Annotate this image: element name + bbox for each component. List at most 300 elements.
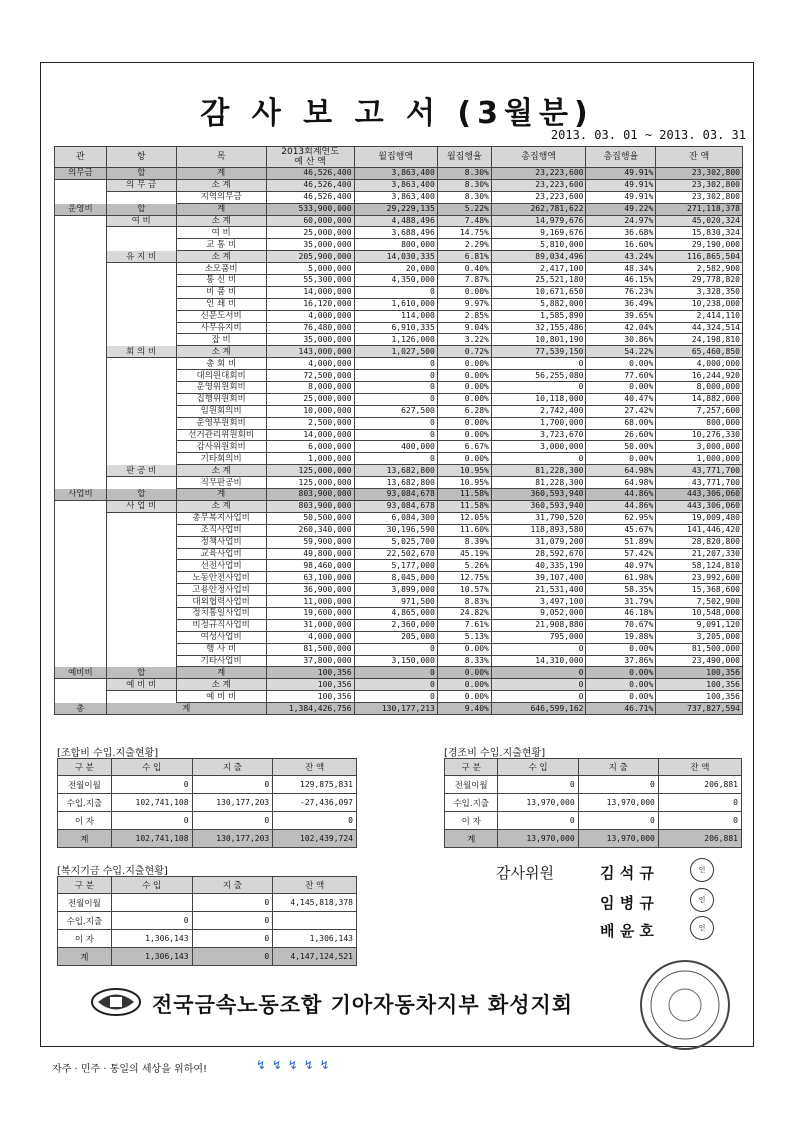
table-row [55, 584, 743, 596]
cell-monthly-exec: 6,910,335 [354, 322, 437, 334]
summary-value: 1,306,143 [111, 948, 192, 966]
cell-hang [106, 655, 176, 667]
cell-balance: 24,198,810 [656, 334, 743, 346]
cell-hang: 합 [106, 489, 176, 501]
cell-total-rate: 54.22% [586, 346, 656, 358]
summary-header-row [58, 877, 357, 894]
cell-total-rate: 16.60% [586, 239, 656, 251]
union-logo-icon [90, 987, 142, 1017]
cell-mok: 소 계 [176, 500, 266, 512]
summary-row-label: 전월이월 [445, 776, 498, 794]
cell-budget: 60,000,000 [266, 215, 354, 227]
cell-gwan [55, 643, 107, 655]
cell-budget: 205,900,000 [266, 251, 354, 263]
cell-monthly-rate: 2.85% [437, 310, 491, 322]
cell-monthly-exec: 93,084,678 [354, 489, 437, 501]
table-row [55, 607, 743, 619]
table-row [55, 191, 743, 203]
cell-monthly-rate: 0.00% [437, 453, 491, 465]
cell-hang [106, 596, 176, 608]
summary-value: 0 [192, 812, 273, 830]
cell-hang [106, 334, 176, 346]
summary-col-header: 잔 액 [658, 759, 741, 776]
cell-budget: 533,900,000 [266, 203, 354, 215]
cell-mok: 감사위원회비 [176, 441, 266, 453]
table-row [55, 441, 743, 453]
cell-gwan [55, 263, 107, 275]
cell-mok: 여성사업비 [176, 631, 266, 643]
cell-monthly-rate: 11.60% [437, 524, 491, 536]
table-row [55, 322, 743, 334]
cell-balance: 29,190,000 [656, 239, 743, 251]
cell-mok: 계 [176, 203, 266, 215]
cell-balance: 43,771,700 [656, 477, 743, 489]
cell-mok: 교 통 비 [176, 239, 266, 251]
cell-budget: 260,340,000 [266, 524, 354, 536]
table-row [55, 619, 743, 631]
cell-hang [106, 286, 176, 298]
cell-mok: 정치통일사업비 [176, 607, 266, 619]
cell-total-exec: 10,671,650 [491, 286, 586, 298]
cell-total-exec: 21,531,400 [491, 584, 586, 596]
cell-hang [106, 322, 176, 334]
cell-monthly-exec: 22,502,670 [354, 548, 437, 560]
table-row [55, 477, 743, 489]
cell-monthly-exec: 0 [354, 429, 437, 441]
cell-mok: 계 [176, 489, 266, 501]
welfare-fund-label: [복지기금 수입.지출현황] [57, 866, 168, 877]
cell-balance: 23,302,800 [656, 168, 743, 180]
cell-monthly-rate: 0.72% [437, 346, 491, 358]
grand-total-monthly-rate: 9.40% [437, 703, 491, 715]
cell-monthly-exec: 20,000 [354, 263, 437, 275]
cell-monthly-rate: 12.05% [437, 512, 491, 524]
cell-monthly-rate: 0.00% [437, 393, 491, 405]
cell-gwan [55, 655, 107, 667]
cell-balance: 10,548,000 [656, 607, 743, 619]
cell-total-exec: 2,417,100 [491, 263, 586, 275]
cell-total-rate: 31.79% [586, 596, 656, 608]
condolence-fund-label: [경조비 수입.지출현황] [444, 748, 546, 759]
cell-monthly-rate: 7.87% [437, 275, 491, 287]
cell-hang [106, 643, 176, 655]
cell-monthly-exec: 0 [354, 667, 437, 679]
cell-budget: 50,500,000 [266, 512, 354, 524]
cell-total-rate: 40.47% [586, 393, 656, 405]
table-row [55, 417, 743, 429]
cell-mok: 조직사업비 [176, 524, 266, 536]
cell-total-rate: 39.65% [586, 310, 656, 322]
cell-monthly-rate: 12.75% [437, 572, 491, 584]
cell-mok: 사무유지비 [176, 322, 266, 334]
cell-gwan [55, 465, 107, 477]
cell-balance: 15,368,600 [656, 584, 743, 596]
cell-monthly-rate: 8.30% [437, 191, 491, 203]
cell-budget: 49,800,000 [266, 548, 354, 560]
cell-monthly-exec: 0 [354, 417, 437, 429]
summary-value: 0 [498, 776, 578, 794]
summary-value: 1,306,143 [273, 930, 357, 948]
cell-budget: 36,900,000 [266, 584, 354, 596]
col-header-monthly-rate: 월집행율 [437, 147, 491, 168]
cell-mok: 고용안정사업비 [176, 584, 266, 596]
cell-total-rate: 51.89% [586, 536, 656, 548]
cell-monthly-rate: 0.00% [437, 691, 491, 703]
cell-mok: 총무복지사업비 [176, 512, 266, 524]
cell-total-exec: 39,107,400 [491, 572, 586, 584]
summary-value: -27,436,097 [273, 794, 357, 812]
cell-monthly-exec: 0 [354, 679, 437, 691]
cell-hang: 회 의 비 [106, 346, 176, 358]
cell-total-rate: 40.97% [586, 560, 656, 572]
cell-budget: 1,000,000 [266, 453, 354, 465]
cell-budget: 4,000,000 [266, 358, 354, 370]
cell-gwan [55, 560, 107, 572]
cell-balance: 28,820,800 [656, 536, 743, 548]
cell-total-exec: 81,228,300 [491, 465, 586, 477]
cell-total-exec: 5,882,000 [491, 298, 586, 310]
summary-col-header: 수 입 [498, 759, 578, 776]
summary-row-label: 이 자 [445, 812, 498, 830]
category-total-row [55, 168, 743, 180]
cell-hang: 합 [106, 667, 176, 679]
cell-hang [106, 370, 176, 382]
cell-total-exec: 9,169,676 [491, 227, 586, 239]
table-row [55, 536, 743, 548]
cell-balance: 23,992,600 [656, 572, 743, 584]
cell-monthly-rate: 0.00% [437, 679, 491, 691]
summary-value: 0 [658, 812, 741, 830]
cell-total-rate: 46.15% [586, 275, 656, 287]
cell-total-rate: 64.98% [586, 465, 656, 477]
summary-col-header: 잔 액 [273, 877, 357, 894]
summary-value: 102,741,108 [111, 794, 192, 812]
cell-hang [106, 263, 176, 275]
cell-monthly-exec: 1,027,500 [354, 346, 437, 358]
cell-gwan [55, 239, 107, 251]
cell-total-rate: 26.60% [586, 429, 656, 441]
cell-monthly-exec: 0 [354, 393, 437, 405]
cell-mok: 잡 비 [176, 334, 266, 346]
cell-total-rate: 30.86% [586, 334, 656, 346]
cell-budget: 59,900,000 [266, 536, 354, 548]
cell-total-rate: 62.95% [586, 512, 656, 524]
cell-total-rate: 61.98% [586, 572, 656, 584]
summary-col-header: 수 입 [111, 877, 192, 894]
col-header-mok: 목 [176, 147, 266, 168]
cell-gwan [55, 251, 107, 263]
cell-hang [106, 584, 176, 596]
summary-value [273, 912, 357, 930]
cell-balance: 100,356 [656, 679, 743, 691]
cell-monthly-exec: 0 [354, 691, 437, 703]
cell-budget: 5,000,000 [266, 263, 354, 275]
cell-balance: 2,414,110 [656, 310, 743, 322]
col-header-total-exec: 총집행액 [491, 147, 586, 168]
cell-balance: 9,091,120 [656, 619, 743, 631]
cell-monthly-rate: 8.33% [437, 655, 491, 667]
summary-row [58, 812, 357, 830]
cell-budget: 16,120,000 [266, 298, 354, 310]
cell-gwan [55, 441, 107, 453]
cell-monthly-exec: 205,000 [354, 631, 437, 643]
cell-gwan [55, 417, 107, 429]
cell-monthly-exec: 4,350,000 [354, 275, 437, 287]
cell-gwan [55, 179, 107, 191]
cell-budget: 6,000,000 [266, 441, 354, 453]
cell-gwan [55, 310, 107, 322]
cell-monthly-exec: 3,863,400 [354, 168, 437, 180]
cell-total-exec: 1,700,000 [491, 417, 586, 429]
cell-hang [106, 631, 176, 643]
summary-row [58, 894, 357, 912]
cell-monthly-exec: 4,865,000 [354, 607, 437, 619]
summary-total-row [58, 830, 357, 848]
summary-row-label: 계 [58, 830, 112, 848]
cell-total-rate: 43.24% [586, 251, 656, 263]
cell-gwan: 운영비 [55, 203, 107, 215]
cell-total-exec: 32,155,486 [491, 322, 586, 334]
cell-monthly-exec: 0 [354, 643, 437, 655]
table-row [55, 286, 743, 298]
table-row [55, 429, 743, 441]
footer-slogan: 자주 · 민주 · 통일의 세상을 위하여! [52, 1064, 208, 1075]
cell-balance: 1,000,000 [656, 453, 743, 465]
subtotal-row [55, 215, 743, 227]
cell-budget: 803,900,000 [266, 489, 354, 501]
cell-hang [106, 560, 176, 572]
cell-hang [106, 441, 176, 453]
summary-header-row [58, 759, 357, 776]
cell-balance: 443,306,060 [656, 500, 743, 512]
summary-value: 13,970,000 [498, 830, 578, 848]
summary-value: 13,970,000 [578, 830, 658, 848]
cell-monthly-rate: 0.00% [437, 429, 491, 441]
cell-balance: 16,244,920 [656, 370, 743, 382]
cell-total-exec: 5,810,000 [491, 239, 586, 251]
grand-total-label: 총 [55, 703, 107, 715]
cell-budget: 14,000,000 [266, 286, 354, 298]
cell-monthly-rate: 6.81% [437, 251, 491, 263]
cell-mok: 집행위원회비 [176, 393, 266, 405]
cell-monthly-rate: 5.13% [437, 631, 491, 643]
cell-monthly-rate: 3.22% [437, 334, 491, 346]
summary-value: 130,177,203 [192, 794, 273, 812]
cell-gwan [55, 477, 107, 489]
cell-budget: 803,900,000 [266, 500, 354, 512]
summary-col-header: 구 분 [58, 877, 112, 894]
cell-mok: 소 계 [176, 346, 266, 358]
cell-total-rate: 0.00% [586, 643, 656, 655]
cell-monthly-exec: 14,030,335 [354, 251, 437, 263]
table-row [55, 512, 743, 524]
cell-total-exec: 14,979,676 [491, 215, 586, 227]
table-row [55, 453, 743, 465]
grand-total-balance: 737,827,594 [656, 703, 743, 715]
cell-budget: 46,526,400 [266, 191, 354, 203]
cell-gwan [55, 453, 107, 465]
cell-mok: 비정규직사업비 [176, 619, 266, 631]
cell-total-rate: 24.97% [586, 215, 656, 227]
cell-gwan [55, 524, 107, 536]
cell-total-exec: 40,335,190 [491, 560, 586, 572]
cell-monthly-rate: 10.95% [437, 465, 491, 477]
cell-total-exec: 23,223,600 [491, 168, 586, 180]
cell-monthly-exec: 627,500 [354, 405, 437, 417]
cell-hang: 판 공 비 [106, 465, 176, 477]
cell-budget: 4,000,000 [266, 631, 354, 643]
summary-value: 130,177,203 [192, 830, 273, 848]
cell-balance: 10,238,000 [656, 298, 743, 310]
summary-col-header: 잔 액 [273, 759, 357, 776]
cell-balance: 45,020,324 [656, 215, 743, 227]
summary-value: 1,306,143 [111, 930, 192, 948]
seal-icon [642, 962, 728, 1048]
table-header-row [55, 147, 743, 168]
cell-total-exec: 1,585,890 [491, 310, 586, 322]
table-row [55, 572, 743, 584]
col-header-budget: 2013회계연도 예 산 액 [266, 147, 354, 168]
summary-value: 0 [273, 812, 357, 830]
cell-hang: 의 무 금 [106, 179, 176, 191]
cell-gwan [55, 227, 107, 239]
cell-balance: 271,118,378 [656, 203, 743, 215]
cell-budget: 72,500,000 [266, 370, 354, 382]
cell-gwan [55, 215, 107, 227]
cell-gwan [55, 298, 107, 310]
cell-budget: 25,000,000 [266, 227, 354, 239]
cell-mok: 여 비 [176, 227, 266, 239]
cell-total-rate: 0.00% [586, 667, 656, 679]
cell-balance: 15,830,324 [656, 227, 743, 239]
summary-row-label: 이 자 [58, 812, 112, 830]
subtotal-row [55, 251, 743, 263]
cell-balance: 100,356 [656, 667, 743, 679]
cell-total-exec: 3,000,000 [491, 441, 586, 453]
cell-total-exec: 0 [491, 358, 586, 370]
cell-mok: 대외협력사업비 [176, 596, 266, 608]
cell-total-rate: 42.04% [586, 322, 656, 334]
cell-monthly-exec: 1,610,000 [354, 298, 437, 310]
cell-mok: 인 쇄 비 [176, 298, 266, 310]
cell-monthly-rate: 9.97% [437, 298, 491, 310]
cell-total-exec: 2,742,400 [491, 405, 586, 417]
col-header-balance: 잔 액 [656, 147, 743, 168]
cell-hang [106, 239, 176, 251]
summary-value: 102,439,724 [273, 830, 357, 848]
cell-monthly-exec: 1,126,000 [354, 334, 437, 346]
auditor-stamp-2: 인 [690, 888, 714, 912]
cell-gwan [55, 429, 107, 441]
cell-balance: 2,582,900 [656, 263, 743, 275]
cell-balance: 10,276,330 [656, 429, 743, 441]
cell-total-exec: 77,539,150 [491, 346, 586, 358]
subtotal-row [55, 465, 743, 477]
cell-balance: 7,257,600 [656, 405, 743, 417]
cell-budget: 19,600,000 [266, 607, 354, 619]
summary-value: 206,881 [658, 776, 741, 794]
subtotal-row [55, 500, 743, 512]
cell-balance: 23,490,000 [656, 655, 743, 667]
cell-total-rate: 57.42% [586, 548, 656, 560]
summary-value: 0 [658, 794, 741, 812]
cell-gwan [55, 286, 107, 298]
table-row [55, 548, 743, 560]
cell-total-exec: 0 [491, 679, 586, 691]
table-row [55, 596, 743, 608]
grand-total-total: 646,599,162 [491, 703, 586, 715]
cell-monthly-rate: 0.00% [437, 643, 491, 655]
cell-hang [106, 382, 176, 394]
welfare-fund-table [57, 876, 357, 966]
table-row [55, 370, 743, 382]
table-row [55, 310, 743, 322]
cell-monthly-exec: 2,360,000 [354, 619, 437, 631]
summary-row-label: 수입.지출 [58, 912, 112, 930]
cell-mok: 선거관리위원회비 [176, 429, 266, 441]
cell-monthly-rate: 5.26% [437, 560, 491, 572]
auditor-name-3: 배 윤 호 [600, 922, 654, 940]
cell-total-rate: 49.91% [586, 191, 656, 203]
cell-total-rate: 45.67% [586, 524, 656, 536]
cell-total-exec: 10,118,000 [491, 393, 586, 405]
cell-balance: 7,502,900 [656, 596, 743, 608]
cell-mok: 직무판공비 [176, 477, 266, 489]
cell-mok: 비 품 비 [176, 286, 266, 298]
cell-hang: 유 지 비 [106, 251, 176, 263]
cell-hang [106, 227, 176, 239]
report-period: 2013. 03. 01 ~ 2013. 03. 31 [550, 128, 746, 142]
cell-monthly-exec: 800,000 [354, 239, 437, 251]
cell-budget: 8,000,000 [266, 382, 354, 394]
category-total-row [55, 203, 743, 215]
table-row [55, 524, 743, 536]
cell-hang: 합 [106, 168, 176, 180]
cell-balance: 800,000 [656, 417, 743, 429]
footer-decoration-icon: ↯ ↯ ↯ ↯ ↯ [256, 1058, 331, 1072]
cell-hang [106, 275, 176, 287]
cell-balance: 23,302,800 [656, 179, 743, 191]
cell-hang [106, 405, 176, 417]
cell-hang [106, 429, 176, 441]
cell-total-exec: 0 [491, 453, 586, 465]
cell-monthly-exec: 6,084,300 [354, 512, 437, 524]
cell-budget: 31,000,000 [266, 619, 354, 631]
cell-hang [106, 691, 176, 703]
cell-monthly-rate: 6.28% [437, 405, 491, 417]
cell-monthly-rate: 0.40% [437, 263, 491, 275]
cell-monthly-rate: 0.00% [437, 370, 491, 382]
cell-balance: 3,205,000 [656, 631, 743, 643]
union-name: 전국금속노동조합 기아자동차지부 화성지회 [152, 993, 574, 1017]
summary-row-label: 이 자 [58, 930, 112, 948]
cell-mok: 지역의무금 [176, 191, 266, 203]
table-row [55, 631, 743, 643]
cell-mok: 계 [176, 168, 266, 180]
cell-mok: 행 사 비 [176, 643, 266, 655]
cell-total-rate: 0.00% [586, 453, 656, 465]
cell-gwan [55, 382, 107, 394]
cell-monthly-exec: 3,688,496 [354, 227, 437, 239]
cell-balance: 23,302,800 [656, 191, 743, 203]
cell-monthly-rate: 10.95% [437, 477, 491, 489]
table-row [55, 382, 743, 394]
subtotal-row [55, 346, 743, 358]
col-header-total-rate: 총집행율 [586, 147, 656, 168]
summary-value: 206,881 [658, 830, 741, 848]
summary-value: 0 [578, 776, 658, 794]
cell-mok: 예 비 비 [176, 691, 266, 703]
